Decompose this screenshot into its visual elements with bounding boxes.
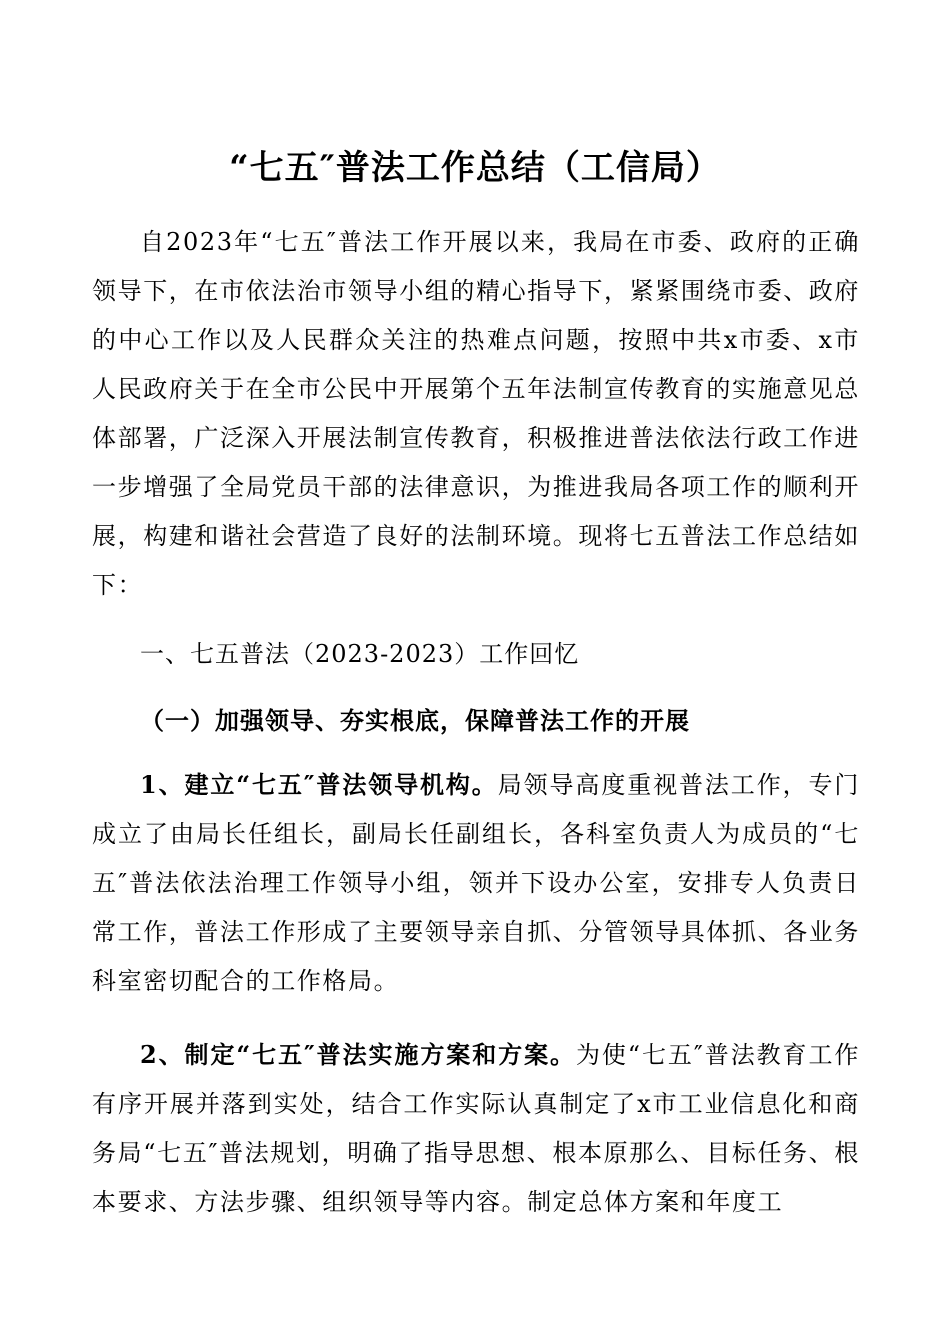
document-title: “七五″普法工作总结（工信局） [229, 148, 721, 188]
section-heading-1: 一、七五普法（2023-2023）工作回忆 [140, 640, 580, 668]
item-2-lead: 2、制定“七五″普法实施方案和方案。 [140, 1040, 576, 1069]
item-1-body: 局领导高度重视普法工作，专门成立了由局长任组长，副局长任副组长，各科室负责人为成员的“七五″普法依法治理工作领导小组，领并下设办公室，安排专人负责日常工作，普法工作形成了主要领导亲自抓、分管领导具体抓、各业务科室密切配合的工作格局。 [92, 771, 860, 995]
item-2-body: 为使“七五″普法教育工作有序开展并落到实处，结合工作实际认真制定了x市工业信息化和商务局“七五″普法规划，明确了指导思想、根本原那么、目标任务、根本要求、方法步骤、组织领导等内容。制定总体方案和年度工 [92, 1041, 861, 1216]
intro-paragraph: 自2023年“七五″普法工作开展以来，我局在市委、政府的正确领导下，在市依法治市领导小组的精心指导下，紧紧围绕市委、政府的中心工作以及人民群众关注的热难点问题，按照中共x市委、x市人民政府关于在全市公民中开展第个五年法制宣传教育的实施意见总体部署，广泛深入开展法制宣传教育，积极推进普法依法行政工作进一步增强了全局党员干部的法律意识，为推进我局各项工作的顺利开展，构建和谐社会营造了良好的法制环境。现将七五普法工作总结如下： [92, 228, 860, 599]
item-1-paragraph [92, 760, 860, 1006]
subsection-heading-1: （一）加强领导、夯实根底，保障普法工作的开展 [140, 706, 690, 735]
item-1-lead: 1、建立“七五″普法领导机构。 [140, 770, 498, 799]
item-2-paragraph [92, 1030, 860, 1227]
